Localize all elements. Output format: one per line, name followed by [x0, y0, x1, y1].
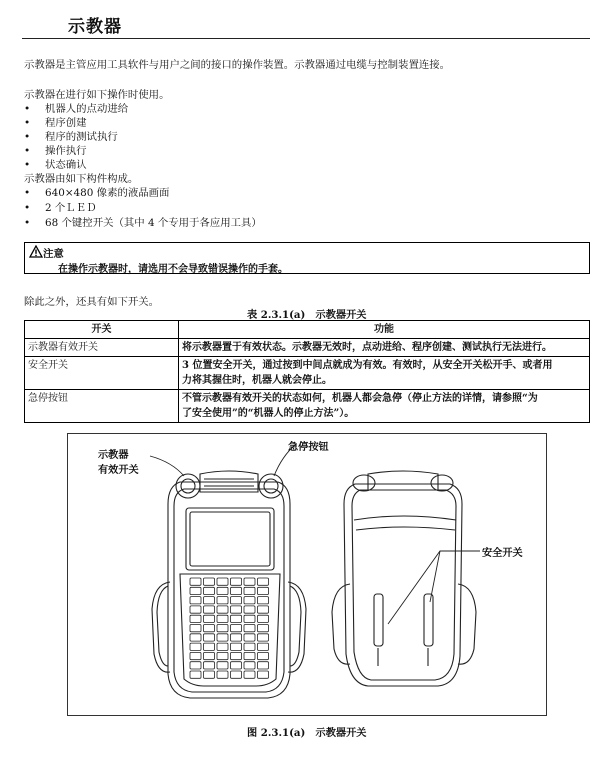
keypad-key: [258, 625, 269, 632]
switch-table: [24, 320, 590, 423]
keypad-key: [190, 652, 201, 659]
keypad-key: [217, 634, 228, 641]
keypad-key: [244, 652, 255, 659]
teach-pendant-drawing: [68, 434, 548, 717]
keypad-key: [204, 606, 215, 613]
keypad-key: [258, 662, 269, 669]
keypad-key: [244, 606, 255, 613]
keypad-key: [190, 662, 201, 669]
keypad-key: [204, 625, 215, 632]
keypad-key: [258, 597, 269, 604]
keypad-key: [217, 615, 228, 622]
keypad-key: [204, 643, 215, 650]
list-item: • 操作执行: [24, 145, 87, 157]
teach-pendant-figure: [67, 433, 547, 716]
keypad-key: [190, 643, 201, 650]
switch-function: 将示教器置于有效状态。示教器无效时，点动进给、程序创建、测试执行无法进行。: [179, 339, 590, 357]
keypad-key: [204, 662, 215, 669]
figure-caption: 图 2.3.1(a) 示教器开关: [247, 727, 367, 739]
list-item: • 程序创建: [24, 117, 87, 129]
keypad-key: [258, 671, 269, 678]
keypad-key: [244, 587, 255, 594]
keypad-key: [231, 634, 242, 641]
keypad-key: [217, 625, 228, 632]
keypad-key: [244, 671, 255, 678]
keypad-key: [258, 643, 269, 650]
keypad-key: [244, 634, 255, 641]
composition-intro: 示教器由如下构件构成。: [24, 173, 139, 185]
list-item: • 640×480 像素的液晶画面: [24, 187, 170, 199]
keypad-key: [244, 625, 255, 632]
keypad-key: [190, 625, 201, 632]
table-row: [25, 357, 590, 390]
keypad-key: [190, 634, 201, 641]
keypad-key: [217, 671, 228, 678]
keypad-key: [217, 652, 228, 659]
switch-name: 示教器有效开关: [25, 339, 179, 357]
list-item: • 程序的测试执行: [24, 131, 118, 143]
keypad-key: [244, 597, 255, 604]
keypad-key: [231, 662, 242, 669]
keypad-key: [258, 578, 269, 585]
keypad-key: [231, 578, 242, 585]
label-estop: 急停按钮: [288, 441, 329, 453]
keypad-key: [217, 606, 228, 613]
caution-box: [24, 242, 590, 274]
keypad-key: [217, 597, 228, 604]
table-caption: 表 2.3.1(a) 示教器开关: [247, 309, 367, 321]
pendant-front-view: [152, 471, 306, 698]
warning-icon: [29, 245, 43, 258]
besides-text: 除此之外，还具有如下开关。: [24, 296, 160, 308]
keypad-key: [258, 634, 269, 641]
keypad-key: [204, 578, 215, 585]
caution-body: 在操作示教器时，请选用不会导致错误操作的手套。: [58, 264, 288, 275]
table-row: [25, 390, 590, 423]
keypad-key: [204, 652, 215, 659]
keypad-key: [231, 625, 242, 632]
keypad-key: [190, 606, 201, 613]
keypad-key: [231, 606, 242, 613]
switch-function: 不管示教器有效开关的状态如何，机器人都会急停（停止方法的详情，请参照“为 了安全使用”的“机器人的停止方法”）。: [179, 390, 590, 423]
keypad-key: [204, 597, 215, 604]
column-header-switch: 开关: [25, 321, 179, 339]
keypad-key: [231, 597, 242, 604]
keypad-key: [244, 643, 255, 650]
table-row: [25, 339, 590, 357]
keypad-key: [244, 615, 255, 622]
keypad-key: [231, 587, 242, 594]
list-item: • 2 个ＬＥＤ: [24, 202, 97, 214]
keypad-key: [231, 615, 242, 622]
keypad-key: [204, 634, 215, 641]
caution-title: 注意: [43, 248, 64, 260]
keypad-key: [244, 578, 255, 585]
keypad-key: [204, 615, 215, 622]
keypad-key: [204, 671, 215, 678]
list-item: • 68 个键控开关（其中 4 个专用于各应用工具）: [24, 217, 262, 229]
keypad-key: [217, 578, 228, 585]
keypad-key: [258, 615, 269, 622]
switch-name: 急停按钮: [25, 390, 179, 423]
label-enable-switch: 示教器 有效开关: [98, 449, 139, 476]
keypad-key: [217, 587, 228, 594]
keypad-key: [258, 652, 269, 659]
keypad-key: [258, 606, 269, 613]
list-item: • 状态确认: [24, 159, 87, 171]
keypad-key: [190, 615, 201, 622]
keypad-key: [258, 587, 269, 594]
keypad-key: [231, 671, 242, 678]
pendant-back-view: [332, 471, 476, 686]
keypad-key: [190, 597, 201, 604]
list-item: • 机器人的点动进给: [24, 103, 129, 115]
label-safety-switch: 安全开关: [482, 547, 523, 559]
intro-paragraph: 示教器是主管应用工具软件与用户之间的接口的操作装置。示教器通过电缆与控制装置连接。: [24, 59, 451, 71]
usage-intro: 示教器在进行如下操作时使用。: [24, 89, 170, 101]
keypad-key: [231, 643, 242, 650]
switch-function: 3 位置安全开关，通过按到中间点就成为有效。有效时，从安全开关松开手、或者用 力将其握住时，机器人就会停止。: [179, 357, 590, 390]
table-header-row: [25, 321, 590, 339]
page-title: 示教器: [68, 17, 122, 37]
keypad-key: [231, 652, 242, 659]
keypad-key: [190, 578, 201, 585]
keypad-key: [217, 662, 228, 669]
switch-name: 安全开关: [25, 357, 179, 390]
title-rule: [22, 38, 590, 39]
keypad-key: [190, 587, 201, 594]
keypad-key: [190, 671, 201, 678]
column-header-function: 功能: [179, 321, 590, 339]
keypad-key: [244, 662, 255, 669]
keypad-key: [204, 587, 215, 594]
keypad-key: [217, 643, 228, 650]
